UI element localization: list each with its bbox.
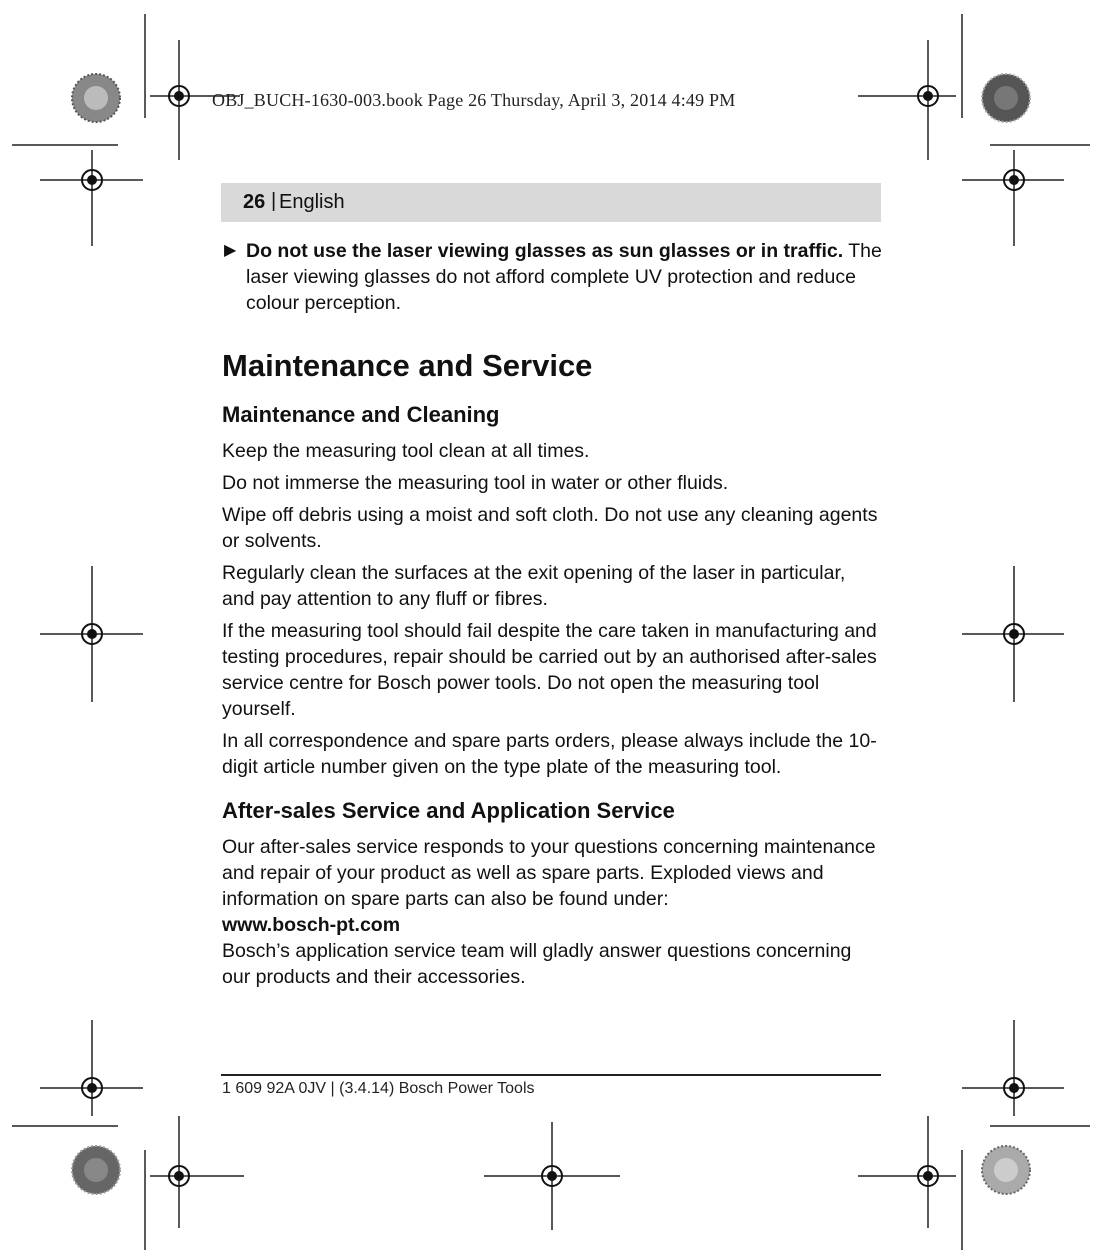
page-footer: 1 609 92A 0JV | (3.4.14) Bosch Power Tools — [222, 1080, 535, 1097]
page-header — [221, 183, 881, 222]
paragraph: Bosch’s application service team will gladly answer questions concerning our products and their accessories. — [222, 940, 852, 988]
section-heading-after-sales: After-sales Service and Application Service — [222, 798, 675, 823]
page-content — [222, 238, 882, 996]
warning-bold-text: Do not use the laser viewing glasses as sun glasses or in traffic. — [246, 240, 844, 262]
header-language: English — [279, 191, 345, 213]
main-heading: Maintenance and Service — [222, 348, 593, 383]
header-separator: | — [271, 190, 277, 212]
paragraph: Our after-sales service responds to your questions concerning maintenance and repair of your product as well as spare parts. Exploded views and information on spare parts can also be found under: — [222, 836, 876, 910]
page-number: 26 — [243, 191, 266, 213]
section-heading-maintenance-cleaning: Maintenance and Cleaning — [222, 402, 500, 427]
paragraph: Wipe off debris using a moist and soft cloth. Do not use any cleaning agents or solvents. — [222, 504, 878, 552]
footer-rule — [221, 1074, 881, 1076]
paragraph: Do not immerse the measuring tool in water or other fluids. — [222, 472, 729, 494]
print-slug: OBJ_BUCH-1630-003.book Page 26 Thursday, April 3, 2014 4:49 PM — [212, 90, 736, 110]
safety-warning — [222, 238, 882, 316]
paragraph: Regularly clean the surfaces at the exit opening of the laser in particular, and pay attention to any fluff or fibres. — [222, 562, 846, 610]
paragraph: Keep the measuring tool clean at all times. — [222, 440, 590, 462]
warning-text: The laser viewing glasses do not afford complete UV protection and reduce colour perception. — [246, 240, 882, 314]
bullet-arrow-icon: ▶ — [224, 242, 237, 259]
website-link[interactable]: www.bosch-pt.com — [222, 914, 401, 936]
paragraph: In all correspondence and spare parts orders, please always include the 10-digit article number given on the type plate of the measuring tool. — [222, 730, 877, 778]
paragraph: If the measuring tool should fail despite the care taken in manufacturing and testing procedures, repair should be carried out by an authorised after-sales service centre for Bosch power tools. Do not open the measuring tool yourself. — [222, 620, 877, 720]
